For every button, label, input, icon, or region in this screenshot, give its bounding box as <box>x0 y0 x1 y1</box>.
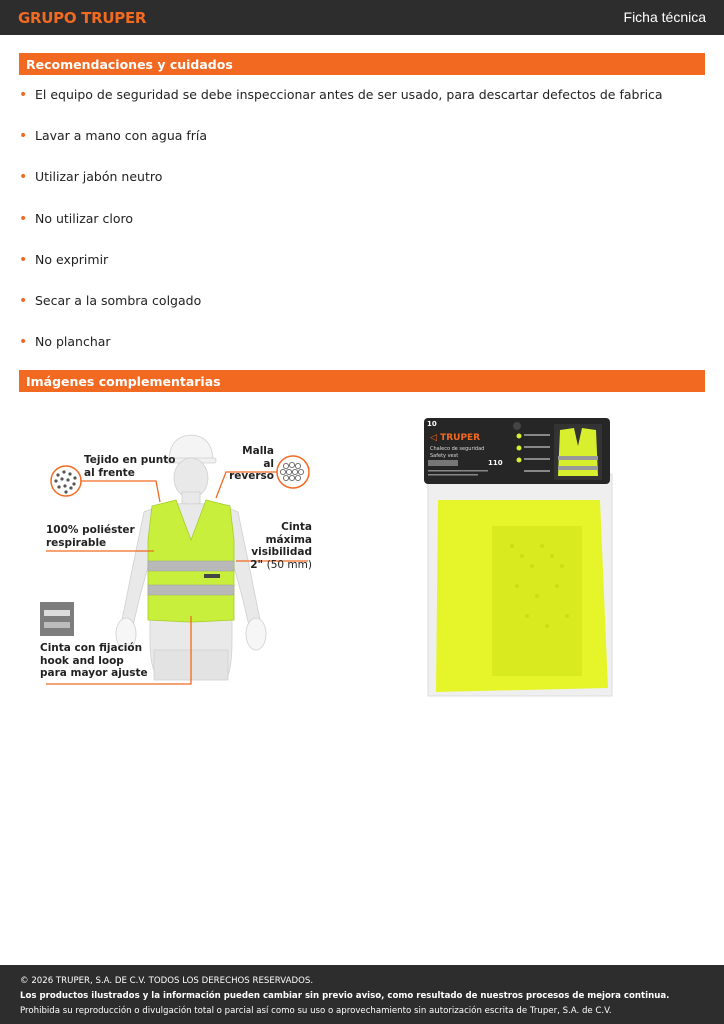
list-item: • Utilizar jabón neutro <box>19 169 163 186</box>
footer-notice: Los productos ilustrados y la información pueden cambiar sin previo aviso, como resultado de nuestros procesos de mejora continua. <box>20 991 670 1001</box>
bullet-icon: • <box>19 292 28 309</box>
callout-reflective-tape: Cinta máxima visibilidad 2" (50 mm) <box>250 521 312 571</box>
footer <box>0 965 724 1024</box>
bullet-icon: • <box>19 251 28 268</box>
callout-hook-loop: Cinta con fijación hook and loop para mayor ajuste <box>40 642 148 679</box>
package-brand: ◁ TRUPER <box>430 433 481 443</box>
list-item: • No utilizar cloro <box>19 210 134 227</box>
grupo-truper-logo[interactable]: GRUPO TRUPER <box>18 9 147 27</box>
package-weight: 110 <box>488 459 503 467</box>
section-title-images: Imágenes complementarias <box>19 370 705 392</box>
list-item: • No planchar <box>19 334 111 351</box>
truper-arrow-icon: ◁ <box>430 433 441 443</box>
hook-loop-icon <box>40 602 74 636</box>
callout-knit-front: Tejido en punto al frente <box>84 454 176 479</box>
bullet-icon: • <box>19 87 28 103</box>
section-title-recommendations: Recomendaciones y cuidados <box>19 53 705 75</box>
footer-copyright: © 2026 TRUPER, S.A. DE C.V. TODOS LOS DERECHOS RESERVADOS. <box>20 976 314 986</box>
package-count: 10 <box>427 420 437 428</box>
top-bar <box>0 0 724 35</box>
list-item: • El equipo de seguridad se debe inspeccionar antes de ser usado, para descartar defectos de fabrica <box>19 87 663 103</box>
vest-package-image <box>422 416 614 698</box>
bullet-icon: • <box>19 334 28 351</box>
footer-prohibition: Prohibida su reproducción o divulgación total o parcial así como su uso o aprovechamiento sin autorización escrita de Truper, S.A. de C.V. <box>20 1006 612 1016</box>
recommendations-list <box>19 86 705 374</box>
bullet-icon: • <box>19 210 28 227</box>
callout-mesh-back: Malla al reverso <box>229 445 274 482</box>
document-type-label: Ficha técnica <box>623 9 706 25</box>
list-item: • Lavar a mano con agua fría <box>19 128 208 145</box>
list-item: • No exprimir <box>19 251 109 268</box>
vest-features-image <box>36 420 326 692</box>
package-title: Chaleco de seguridad Safety vest <box>430 446 485 459</box>
bullet-icon: • <box>19 169 28 186</box>
callout-polyester: 100% poliéster respirable <box>46 524 135 549</box>
bullet-icon: • <box>19 128 28 145</box>
list-item: • Secar a la sombra colgado <box>19 292 202 309</box>
